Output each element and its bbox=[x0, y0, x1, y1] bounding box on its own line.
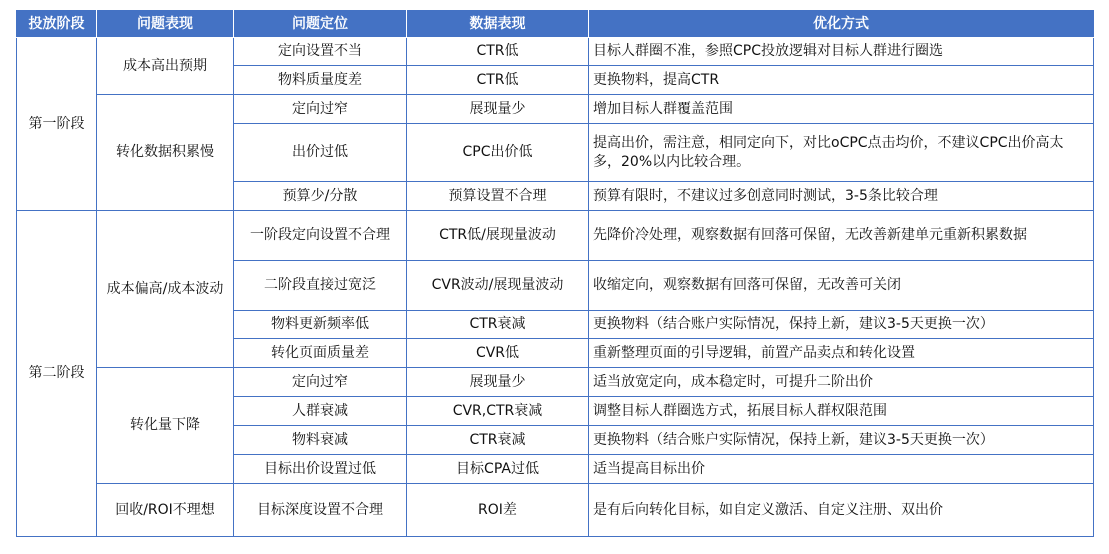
locate-cell: 人群衰减 bbox=[234, 397, 407, 426]
data-cell: CTR低 bbox=[407, 66, 589, 95]
fix-cell: 是有后向转化目标，如自定义激活、自定义注册、双出价 bbox=[589, 484, 1094, 537]
locate-cell: 定向过窄 bbox=[234, 95, 407, 124]
problem-cell: 成本高出预期 bbox=[97, 38, 234, 95]
header-data: 数据表现 bbox=[407, 11, 589, 38]
header-row bbox=[17, 11, 1094, 38]
locate-cell: 预算少/分散 bbox=[234, 182, 407, 211]
data-cell: CVR低 bbox=[407, 339, 589, 368]
locate-cell: 目标出价设置过低 bbox=[234, 455, 407, 484]
fix-cell: 适当提高目标出价 bbox=[589, 455, 1094, 484]
problem-cell: 转化量下降 bbox=[97, 368, 234, 484]
table-row bbox=[17, 38, 1094, 66]
locate-cell: 目标深度设置不合理 bbox=[234, 484, 407, 537]
locate-cell: 定向过窄 bbox=[234, 368, 407, 397]
locate-cell: 物料衰减 bbox=[234, 426, 407, 455]
optimization-table bbox=[16, 10, 1094, 537]
data-cell: 预算设置不合理 bbox=[407, 182, 589, 211]
fix-cell: 提高出价，需注意，相同定向下，对比oCPC点击均价，不建议CPC出价高太多，20%以内比较合理。 bbox=[589, 124, 1094, 182]
locate-cell: 二阶段直接过宽泛 bbox=[234, 261, 407, 311]
fix-cell: 先降价冷处理，观察数据有回落可保留，无改善新建单元重新积累数据 bbox=[589, 211, 1094, 261]
fix-cell: 收缩定向，观察数据有回落可保留，无改善可关闭 bbox=[589, 261, 1094, 311]
locate-cell: 转化页面质量差 bbox=[234, 339, 407, 368]
data-cell: CTR低/展现量波动 bbox=[407, 211, 589, 261]
locate-cell: 定向设置不当 bbox=[234, 38, 407, 66]
table-row bbox=[17, 211, 1094, 261]
locate-cell: 物料更新频率低 bbox=[234, 311, 407, 339]
data-cell: CVR波动/展现量波动 bbox=[407, 261, 589, 311]
fix-cell: 更换物料（结合账户实际情况，保持上新，建议3-5天更换一次） bbox=[589, 426, 1094, 455]
fix-cell: 更换物料，提高CTR bbox=[589, 66, 1094, 95]
data-cell: 展现量少 bbox=[407, 95, 589, 124]
stage-cell: 第一阶段 bbox=[17, 38, 97, 211]
fix-cell: 更换物料（结合账户实际情况，保持上新，建议3-5天更换一次） bbox=[589, 311, 1094, 339]
problem-cell: 成本偏高/成本波动 bbox=[97, 211, 234, 368]
fix-cell: 目标人群圈不准，参照CPC投放逻辑对目标人群进行圈选 bbox=[589, 38, 1094, 66]
locate-cell: 物料质量度差 bbox=[234, 66, 407, 95]
problem-cell: 回收/ROI不理想 bbox=[97, 484, 234, 537]
locate-cell: 出价过低 bbox=[234, 124, 407, 182]
data-cell: CVR,CTR衰减 bbox=[407, 397, 589, 426]
data-cell: 目标CPA过低 bbox=[407, 455, 589, 484]
stage-cell: 第二阶段 bbox=[17, 211, 97, 537]
data-cell: ROI差 bbox=[407, 484, 589, 537]
header-stage: 投放阶段 bbox=[17, 11, 97, 38]
data-cell: CTR衰减 bbox=[407, 426, 589, 455]
table-row bbox=[17, 368, 1094, 397]
header-locate: 问题定位 bbox=[234, 11, 407, 38]
header-fix: 优化方式 bbox=[589, 11, 1094, 38]
header-problem: 问题表现 bbox=[97, 11, 234, 38]
fix-cell: 调整目标人群圈选方式，拓展目标人群权限范围 bbox=[589, 397, 1094, 426]
table-row bbox=[17, 95, 1094, 124]
data-cell: CTR低 bbox=[407, 38, 589, 66]
data-cell: 展现量少 bbox=[407, 368, 589, 397]
table-row bbox=[17, 484, 1094, 537]
fix-cell: 适当放宽定向，成本稳定时，可提升二阶出价 bbox=[589, 368, 1094, 397]
data-cell: CPC出价低 bbox=[407, 124, 589, 182]
locate-cell: 一阶段定向设置不合理 bbox=[234, 211, 407, 261]
fix-cell: 增加目标人群覆盖范围 bbox=[589, 95, 1094, 124]
fix-cell: 预算有限时，不建议过多创意同时测试，3-5条比较合理 bbox=[589, 182, 1094, 211]
fix-cell: 重新整理页面的引导逻辑，前置产品卖点和转化设置 bbox=[589, 339, 1094, 368]
data-cell: CTR衰减 bbox=[407, 311, 589, 339]
problem-cell: 转化数据积累慢 bbox=[97, 95, 234, 211]
